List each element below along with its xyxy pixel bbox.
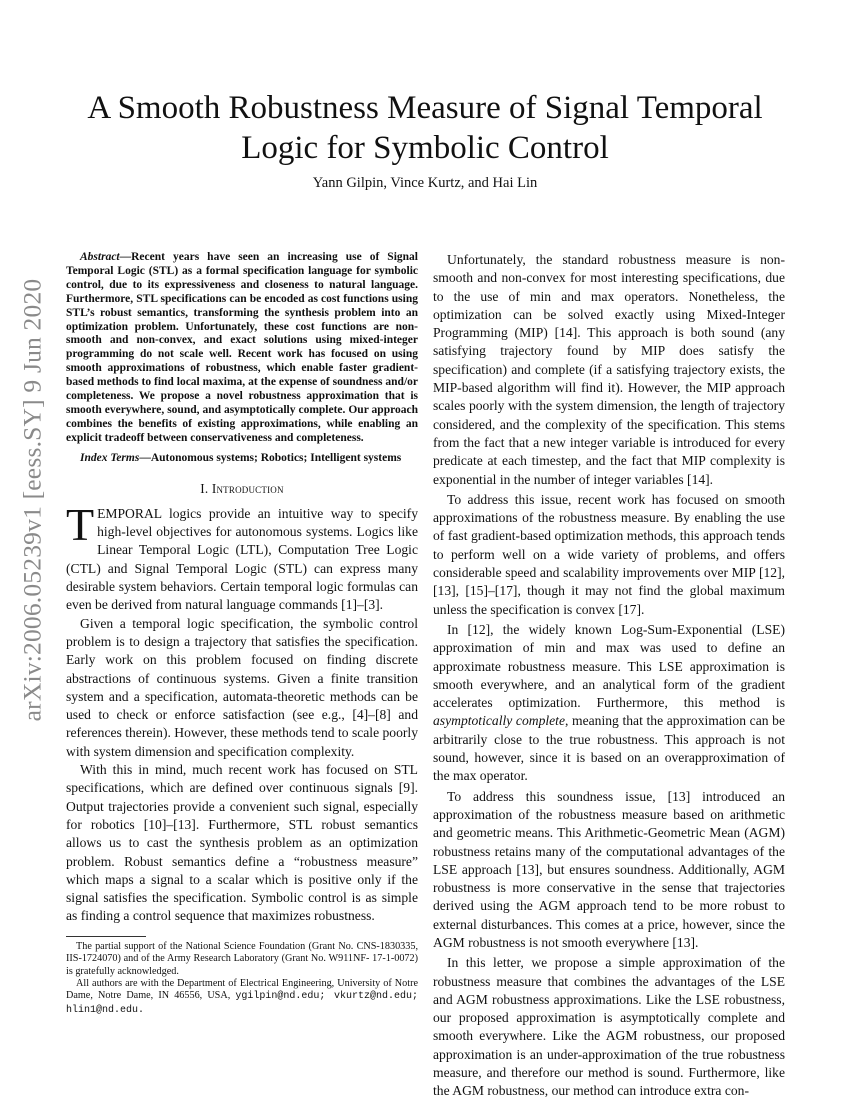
arxiv-sidebar: [2, 280, 62, 720]
right-paragraph-2: To address this issue, recent work has focused on smooth approximations of the robustness measure. By enabling the use of fast gradient-based optimization methods, this approach tends to perform well on a wide variety of problems, and offers considerable speed and scalability improvements over MIP [12], [13], [15]–[17], though it may not find the global maximum unless the specification is convex [17].: [433, 491, 785, 617]
right-paragraph-3-a: In [12], the widely known Log-Sum-Exponential (LSE) approximation of min and max was used to define an approximate robustness measure. This LSE approximation is smooth everywhere, and an analytical form of the gradient accelerates optimization. Furthermore, this method is: [433, 621, 785, 711]
index-terms-label: Index Terms: [80, 451, 140, 464]
section-numeral: I.: [200, 480, 209, 496]
intro-paragraph-2: Given a temporal logic specification, the symbolic control problem is to design a trajectory that satisfies the specification. Early work on this problem focused on finding discrete abstractions of continuous systems. Given a finite transition system and a specification, automata-theoretic methods can be used to check or enforce satisfaction (see e.g., [4]–[8] and references therein). However, these methods tend to scale poorly with system dimension and specification complexity.: [66, 615, 418, 759]
paper-title: A Smooth Robustness Measure of Signal Temporal Logic for Symbolic Control: [87, 90, 763, 166]
paper-authors: Yann Gilpin, Vince Kurtz, and Hai Lin: [312, 175, 538, 191]
intro-paragraph-1-text: EMPORAL logics provide an intuitive way to specify high-level objectives for autonomous systems. Logics like Linear Temporal Logic (LTL), Computation Tree Logic (CTL) and Signal Temporal Logic (STL) can express many desirable system behaviors. Certain temporal logic formulas can even be derived from natural language commands [1]–[3].: [66, 505, 418, 613]
footnote-affiliation: [66, 978, 418, 1017]
intro-paragraph-1: [66, 498, 418, 615]
abstract: [66, 251, 418, 446]
right-paragraph-5: In this letter, we propose a simple approximation of the robustness measure that combines the advantages of the LSE and AGM robustness approximations. Like the LSE robustness, our proposed approximation is asymptotically complete and smooth everywhere. Like the AGM robustness, our proposed approximation is an under-approximation of the true robustness measure, and therefore our method is sound. Furthermore, like the AGM robustness, our method can introduce extra con-: [433, 955, 785, 1099]
emphasis-asymptotically-complete: asymptotically complete: [433, 713, 565, 729]
right-paragraph-1: Unfortunately, the standard robustness measure is non-smooth and non-convex for most interesting specifications, due to the use of min and max operators. Nonetheless, the optimization can be solved exactly using Mixed-Integer Programming (MIP) [14]. This approach is both sound (any satisfying trajectory found by MIP does satisfy the specification) and complete (if a satisfying trajectory exists, the MIP-based algorithm will find it). However, the MIP approach scales poorly with the system dimension, the length of trajectory considered, and the complexity of the specification. This stems from the fact that a new integer variable is introduced for every predicate at each timestep, and the fact that MIP complexity is exponential in the number of integer variables [14].: [433, 252, 785, 487]
right-column: [433, 251, 785, 1101]
footnote-affiliation-text: All authors are with the Department of Electrical Engineering, University of Notre Dame, Notre Dame, IN 46556, USA,: [66, 977, 418, 1002]
footnote-rule: [66, 936, 146, 937]
right-paragraph-3: [433, 621, 785, 786]
arxiv-identifier: arXiv:2006.05239v1 [eess.SY] 9 Jun 2020: [17, 278, 46, 722]
footnote-funding: The partial support of the National Science Foundation (Grant No. CNS-1830335, IIS-1724070) and of the Army Research Laboratory (Grant No. W911NF- 17-1-0072) is gratefully acknowledged.: [66, 940, 418, 977]
abstract-text: —Recent years have seen an increasing use of Signal Temporal Logic (STL) as a formal specification language for symbolic control, due to its expressiveness and closeness to natural language. Furthermore, STL specifications can be encoded as cost functions using STL’s robust semantics, transforming the synthesis problem into an optimization problem. Unfortunately, these cost functions are non-smooth and non-convex, and exact solutions using mixed-integer programming do not scale well. Recent work has focused on using smooth approximations of robustness, which enable faster gradient-based methods to find local maxima, at the expense of soundness and/or completeness. We propose a novel robustness approximation that is smooth everywhere, sound, and asymptotically complete. Our approach combines the benefits of existing approximations, while enabling an explicit tradeoff between conservativeness and completeness.: [66, 251, 418, 444]
right-paragraph-3-b: , meaning that the approximation can be arbitrarily close to the true robustness. This approach is not sound, however, since it is based on an overapproximation of the max operator.: [433, 713, 785, 784]
section-heading-introduction: [66, 480, 418, 498]
abstract-label: Abstract: [80, 251, 120, 263]
index-terms: [66, 452, 418, 466]
left-column: [66, 251, 418, 1017]
intro-paragraph-3: With this in mind, much recent work has focused on STL specifications, which are defined over continuous signals [9]. Output trajectories provide a convenient such signal, especially for robotics [10]–[13]. Furthermore, STL robust semantics allows us to cast the synthesis problem as an optimization problem. Robust semantics define a “robustness measure” which maps a signal to a scalar which is positive only if the signal satisfies the specification. Symbolic control is as simple as finding a control sequence that maximizes robustness.: [66, 762, 418, 924]
drop-cap: T: [66, 498, 95, 550]
index-terms-text: —Autonomous systems; Robotics; Intelligent systems: [139, 451, 402, 464]
right-paragraph-4: To address this soundness issue, [13] introduced an approximation of the robustness measure based on arithmetic and geometric means. This Arithmetic-Geometric Mean (AGM) robustness retains many of the computational advantages of the LSE approach [13], but ensures soundness. Additionally, AGM robustness is more conservative in the sense that trajectories derived using the AGM approach tend to be more robust to external disturbances. This comes at a price, however, since the AGM robustness is not smooth everywhere [13].: [433, 788, 785, 950]
author-emails: ygilpin@nd.edu; vkurtz@nd.edu; hlin1@nd.edu.: [66, 991, 418, 1016]
section-title: Introduction: [211, 480, 284, 496]
